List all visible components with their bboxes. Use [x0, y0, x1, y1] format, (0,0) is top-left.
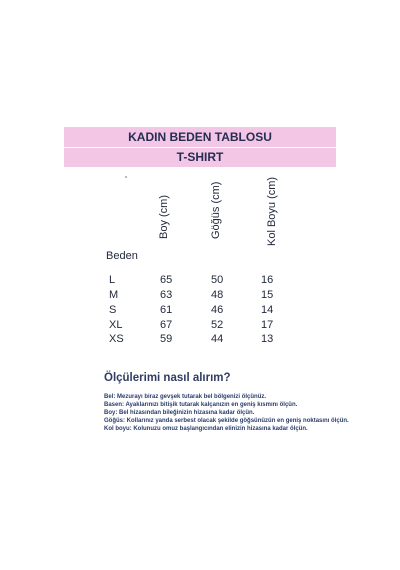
- value-gogus: 44: [211, 333, 224, 345]
- measurement-question: Ölçülerimi nasıl alırım?: [104, 372, 231, 384]
- column-header-boy: Boy (cm): [158, 195, 170, 239]
- note-gogus: Göğüs: Kollarınız yanda serbest olacak şekilde göğsünüzün en geniş noktasını ölçün.: [104, 417, 349, 424]
- value-gogus: 48: [211, 289, 224, 301]
- size-label: XL: [109, 319, 123, 331]
- value-gogus: 52: [211, 319, 224, 331]
- note-kol-boyu: Kol boyu: Kolunuzu omuz başlangıcından elinizin hizasına kadar ölçün.: [104, 425, 308, 432]
- table-row: [0, 319, 400, 333]
- note-basen: Basen: Ayaklarınızı bitişik tutarak kalçanızın en geniş kısmını ölçün.: [104, 401, 298, 408]
- size-label: XS: [109, 333, 124, 345]
- page-title: KADIN BEDEN TABLOSU: [128, 130, 272, 144]
- value-boy: 59: [160, 333, 173, 345]
- row-header-beden: Beden: [106, 250, 138, 262]
- decorative-dot: [125, 176, 127, 178]
- value-boy: 65: [160, 274, 173, 286]
- page-subtitle: T-SHIRT: [176, 150, 224, 164]
- column-header-kol-boyu: Kol Boyu (cm): [266, 176, 278, 246]
- table-row: [0, 333, 400, 347]
- value-gogus: 46: [211, 304, 224, 316]
- table-row: [0, 289, 400, 303]
- note-boy: Boy: Bel hizasından bileğinizin hizasına kadar ölçün.: [104, 409, 255, 416]
- value-boy: 63: [160, 289, 173, 301]
- measurement-notes: [104, 394, 354, 434]
- subtitle-band: [64, 148, 336, 167]
- table-row: [0, 274, 400, 288]
- value-gogus: 50: [211, 274, 224, 286]
- size-label: L: [109, 274, 116, 286]
- value-kol-boyu: 17: [261, 319, 274, 331]
- table-row: [0, 304, 400, 318]
- value-kol-boyu: 16: [261, 274, 274, 286]
- size-label: M: [109, 289, 119, 301]
- column-header-gogus: Göğüs (cm): [210, 181, 222, 239]
- note-bel: Bel: Mezurayı biraz gevşek tutarak bel bölgenizi ölçünüz.: [104, 394, 267, 400]
- value-boy: 67: [160, 319, 173, 331]
- value-boy: 61: [160, 304, 173, 316]
- value-kol-boyu: 14: [261, 304, 274, 316]
- value-kol-boyu: 15: [261, 289, 274, 301]
- value-kol-boyu: 13: [261, 333, 274, 345]
- title-band: [64, 127, 336, 147]
- size-label: S: [109, 304, 117, 316]
